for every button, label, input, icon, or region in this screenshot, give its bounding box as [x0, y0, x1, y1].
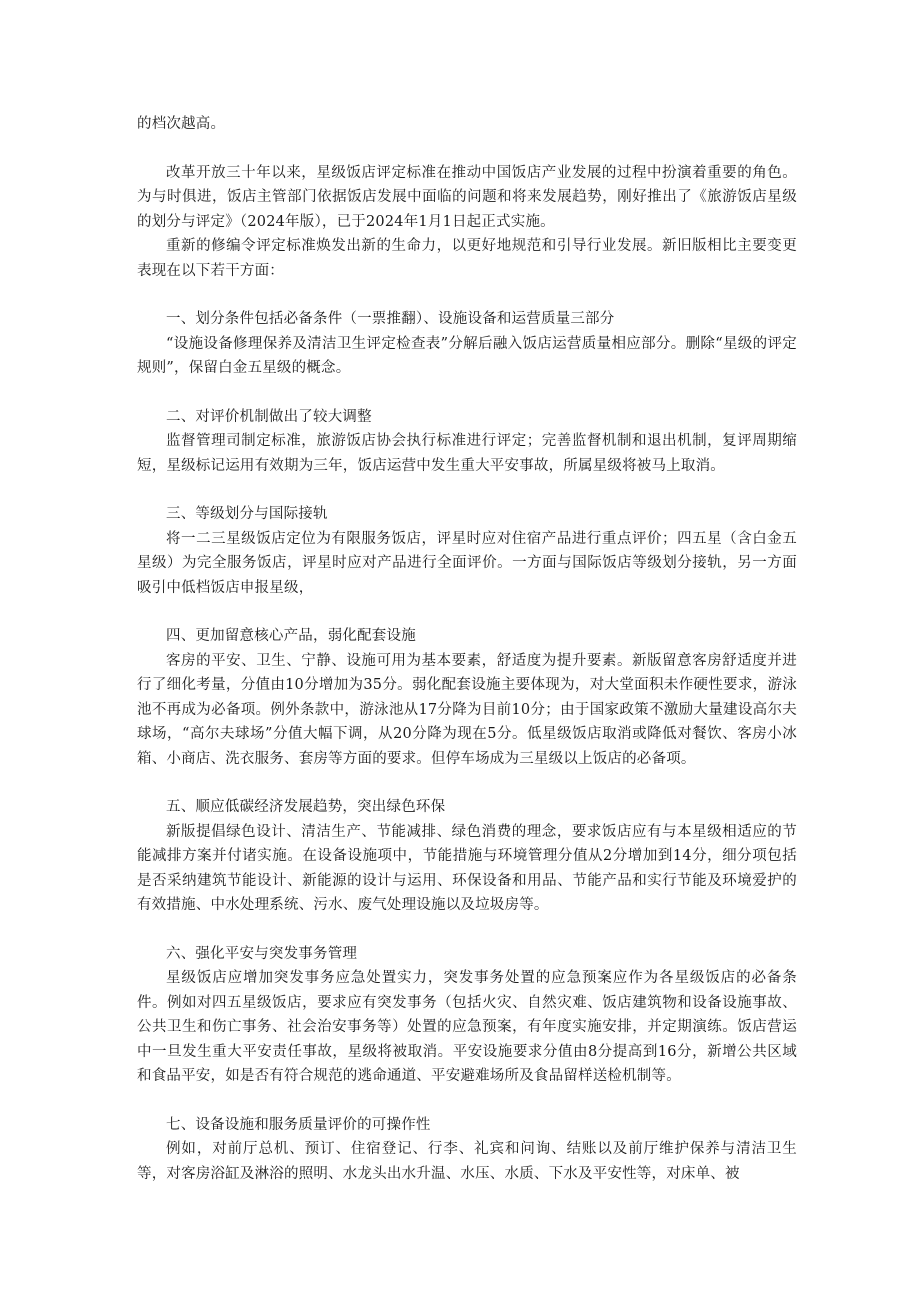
paragraph-summary: 重新的修编令评定标准焕发出新的生命力，以更好地规范和引导行业发展。新旧版相比主要变更表现在以下若干方面：	[137, 238, 797, 279]
document-page	[137, 112, 797, 1186]
section-6-body: 星级饭店应增加突发事务应急处置实力，突发事务处置的应急预案应作为各星级饭店的必备条件。例如对四五星级饭店，要求应有突发事务（包括火灾、自然灾难、饭店建筑物和设备设施事故、公共卫生和伤亡事务、社会治安事务等）处置的应急预案，有年度实施安排，并定期演练。饭店营运中一旦发生重大平安责任事故，星级将被取消。平安设施要求分值由8分提高到16分，新增公共区域和食品平安，如是否有符合规范的逃命通道、平安避难场所及食品留样送检机制等。	[137, 970, 797, 1084]
section-7-body: 例如，对前厅总机、预订、住宿登记、行李、礼宾和问询、结账以及前厅维护保养与清洁卫生等，对客房浴缸及淋浴的照明、水龙头出水升温、水压、水质、下水及平安性等，对床单、被	[137, 1141, 797, 1182]
section-4-body: 客房的平安、卫生、宁静、设施可用为基本要素，舒适度为提升要素。新版留意客房舒适度并进行了细化考量，分值由10分增加为35分。弱化配套设施主要体现为，对大堂面积未作硬性要求，游泳池不再成为必备项。例外条款中，游泳池从17分降为目前10分；由于国家政策不激励大量建设高尔夫球场，“高尔夫球场”分值大幅下调，从20分降为现在5分。低星级饭店取消或降低对餐饮、客房小冰箱、小商店、洗衣服务、套房等方面的要求。但停车场成为三星级以上饭店的必备项。	[137, 652, 797, 767]
section-5-heading: 五、顺应低碳经济发展趋势，突出绿色环保	[166, 799, 446, 815]
paragraph-continuation: 的档次越高。	[137, 116, 226, 132]
section-2-body: 监督管理司制定标准，旅游饭店协会执行标准进行评定；完善监督机制和退出机制，复评周期缩短，星级标记运用有效期为三年，饭店运营中发生重大平安事故，所属星级将被马上取消。	[137, 433, 797, 474]
paragraph-intro: 改革开放三十年以来，星级饭店评定标准在推动中国饭店产业发展的过程中扮演着重要的角色。为与时俱进，饭店主管部门依据饭店发展中面临的问题和将来发展趋势，刚好推出了《旅游饭店星级的划分与评定》（2024年版），已于2024年1月1日起正式实施。	[137, 164, 797, 230]
section-7-heading: 七、设备设施和服务质量评价的可操作性	[166, 1116, 431, 1133]
section-1-body: “设施设备修理保养及清洁卫生评定检查表”分解后融入饭店运营质量相应部分。删除“星级的评定规则”，保留白金五星级的概念。	[137, 335, 797, 376]
section-1-heading: 一、划分条件包括必备条件（一票推翻）、设施设备和运营质量三部分	[166, 311, 615, 327]
section-3-heading: 三、等级划分与国际接轨	[166, 506, 328, 522]
section-2-heading: 二、对评价机制做出了较大调整	[166, 408, 372, 425]
section-4-heading: 四、更加留意核心产品，弱化配套设施	[166, 628, 416, 644]
section-6-heading: 六、强化平安与突发事务管理	[166, 945, 358, 962]
section-5-body: 新版提倡绿色设计、清洁生产、节能减排、绿色消费的理念，要求饭店应有与本星级相适应的节能减排方案并付诸实施。在设备设施项中，节能措施与环境管理分值从2分增加到14分，细分项包括是否采纳建筑节能设计、新能源的设计与运用、环保设备和用品、节能产品和实行节能及环境爱护的有效措施、中水处理系统、污水、废气处理设施以及垃圾房等。	[137, 823, 797, 913]
section-3-body: 将一二三星级饭店定位为有限服务饭店，评星时应对住宿产品进行重点评价；四五星（含白金五星级）为完全服务饭店，评星时应对产品进行全面评价。一方面与国际饭店等级划分接轨，另一方面吸引中低档饭店申报星级，	[137, 530, 797, 596]
